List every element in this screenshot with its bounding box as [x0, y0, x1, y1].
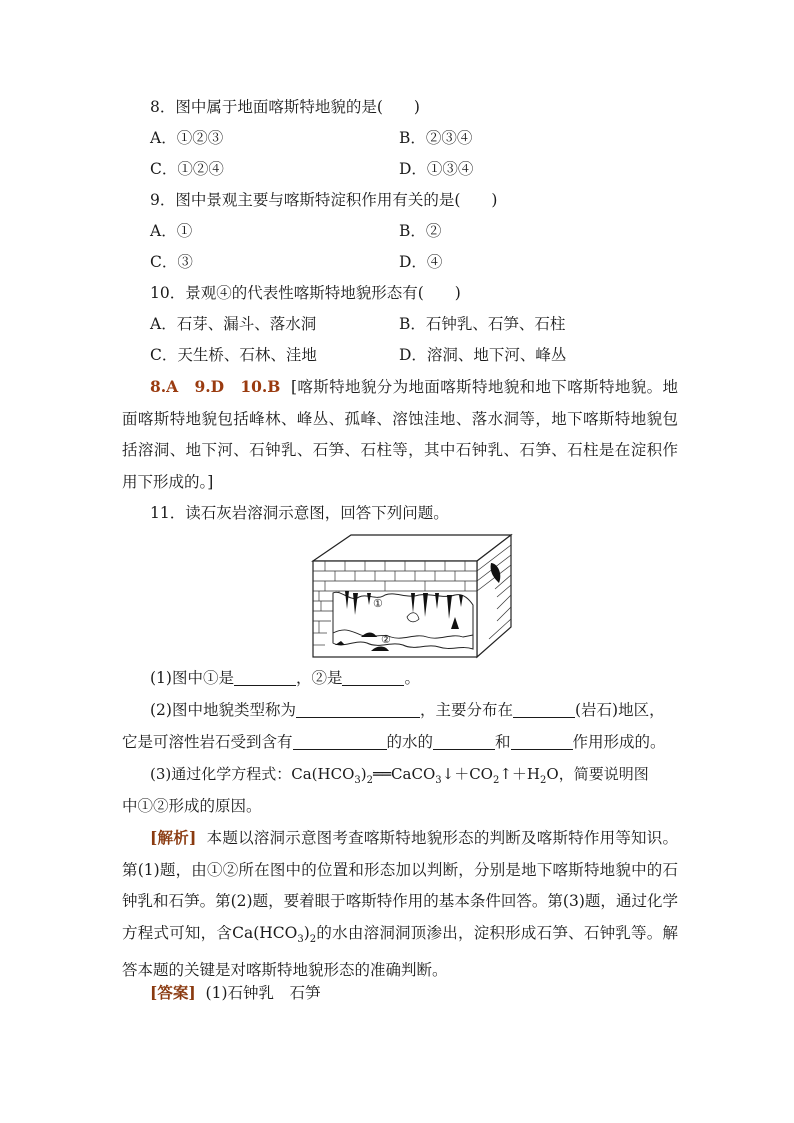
blank-7[interactable]	[511, 731, 573, 750]
answer-explanation-text: [喀斯特地貌分为地面喀斯特地貌和地下喀斯特地貌。地面喀斯特地貌包括峰林、峰丛、孤峰、溶蚀洼地、落水洞等，地下喀斯特地貌包括溶洞、地下河、石钟乳、石笋、石柱等，其中石钟乳、石笋、石柱是在淀积作用下形成的。]	[122, 378, 678, 491]
q8-option-b: B．②③④	[399, 129, 473, 147]
q11-sub1-end: 。	[404, 669, 420, 687]
eq-sub-2a: 2	[366, 775, 373, 786]
q11-sub3-line1	[150, 763, 649, 792]
q8-option-d: D．①③④	[399, 160, 474, 178]
eq-sub-3b: 3	[435, 775, 442, 786]
analysis-text-a: 本题以溶洞示意图考查喀斯特地貌形态的判断及喀斯特作用等知识。第(1)题，由①②所在图中的位置和形态加以判断，分别是地下喀斯特地貌中的石钟乳和石笋。第(2)题，要着眼于喀斯特作用的基本条件回答。第(3)题，通过化学方程式可知，含Ca(HCO	[122, 829, 678, 942]
limestone-cave-diagram	[311, 533, 513, 659]
q8-option-a: A．①②③	[150, 129, 224, 147]
q9-option-d: D．④	[399, 253, 443, 271]
q11-sub1-prefix: (1)图中①是	[150, 669, 234, 687]
q11-sub3-line2: 中①②形成的原因。	[122, 797, 262, 815]
analysis-tag: [解析]	[150, 828, 197, 847]
q11-sub2-and: 和	[495, 733, 511, 751]
eq-sub-2c: 2	[540, 775, 547, 786]
q10-option-d: D．溶洞、地下河、峰丛	[399, 346, 567, 364]
analysis-sub-2: 2	[309, 933, 317, 945]
analysis-text-c: )	[303, 923, 310, 942]
q10-option-a: A．石芽、漏斗、落水洞	[150, 315, 317, 333]
answer-text: (1)石钟乳 石笋	[205, 984, 321, 1002]
q11-sub2-tail: 作用形成的。	[572, 733, 666, 751]
q9-option-b: B．②	[399, 222, 442, 240]
blank-2[interactable]	[342, 667, 404, 686]
blank-1[interactable]	[234, 667, 296, 686]
eq-part-a: (3)通过化学方程式：Ca(HCO	[150, 765, 355, 783]
blank-3[interactable]	[296, 699, 420, 718]
eq-part-g: ↓＋CO	[441, 765, 493, 783]
answer-tag: [答案]	[150, 983, 196, 1002]
q9-option-a: A．①	[150, 222, 193, 240]
analysis-text-e: 的水由溶洞洞顶渗出，淀积形成石笋、石钟乳等。解答本题的关键是对喀斯特地貌形态的准确判断。	[122, 923, 678, 980]
question-11-stem: 11．读石灰岩溶洞示意图，回答下列问题。	[150, 504, 449, 522]
figure-label-1: ①	[373, 597, 383, 610]
q11-sub1	[150, 667, 420, 689]
answer-line	[150, 982, 321, 1004]
analysis-block	[122, 822, 678, 987]
question-10-stem: 10．景观④的代表性喀斯特地貌形态有( )	[150, 284, 461, 302]
q10-option-c: C．天生桥、石林、洼地	[150, 346, 317, 364]
figure-label-2: ②	[381, 633, 391, 646]
eq-part-c: )	[360, 765, 367, 783]
question-8-stem: 8．图中属于地面喀斯特地貌的是( )	[150, 98, 420, 116]
q8-option-c: C．①②④	[150, 160, 224, 178]
q11-sub2-line1	[150, 699, 665, 721]
eq-part-k: O，简要说明图	[546, 765, 649, 783]
q11-sub2-end: (岩石)地区，	[574, 701, 665, 719]
eq-part-i: ↑＋H	[499, 765, 541, 783]
blank-4[interactable]	[513, 699, 575, 718]
analysis-sub-3: 3	[297, 933, 304, 945]
answer-explanation-8-10	[122, 371, 678, 498]
question-9-stem: 9．图中景观主要与喀斯特淀积作用有关的是( )	[150, 191, 498, 209]
eq-sub-2b: 2	[492, 775, 500, 786]
q10-option-b: B．石钟乳、石笋、石柱	[399, 315, 566, 333]
q9-option-c: C．③	[150, 253, 193, 271]
q11-sub2-line2	[122, 731, 666, 753]
q11-sub2-mid: ，主要分布在	[419, 701, 513, 719]
q11-sub1-mid: ，②是	[295, 669, 343, 687]
q11-sub2-water: 的水的	[386, 733, 434, 751]
q11-sub2-prefix: (2)图中地貌类型称为	[150, 701, 296, 719]
eq-sub-3a: 3	[354, 775, 361, 786]
blank-6[interactable]	[433, 731, 495, 750]
eq-part-e: ══CaCO	[373, 765, 436, 783]
q11-sub2-cont: 它是可溶性岩石受到含有	[122, 733, 293, 751]
answer-keys: 8.A 9.D 10.B	[150, 377, 281, 396]
blank-5[interactable]	[293, 731, 387, 750]
